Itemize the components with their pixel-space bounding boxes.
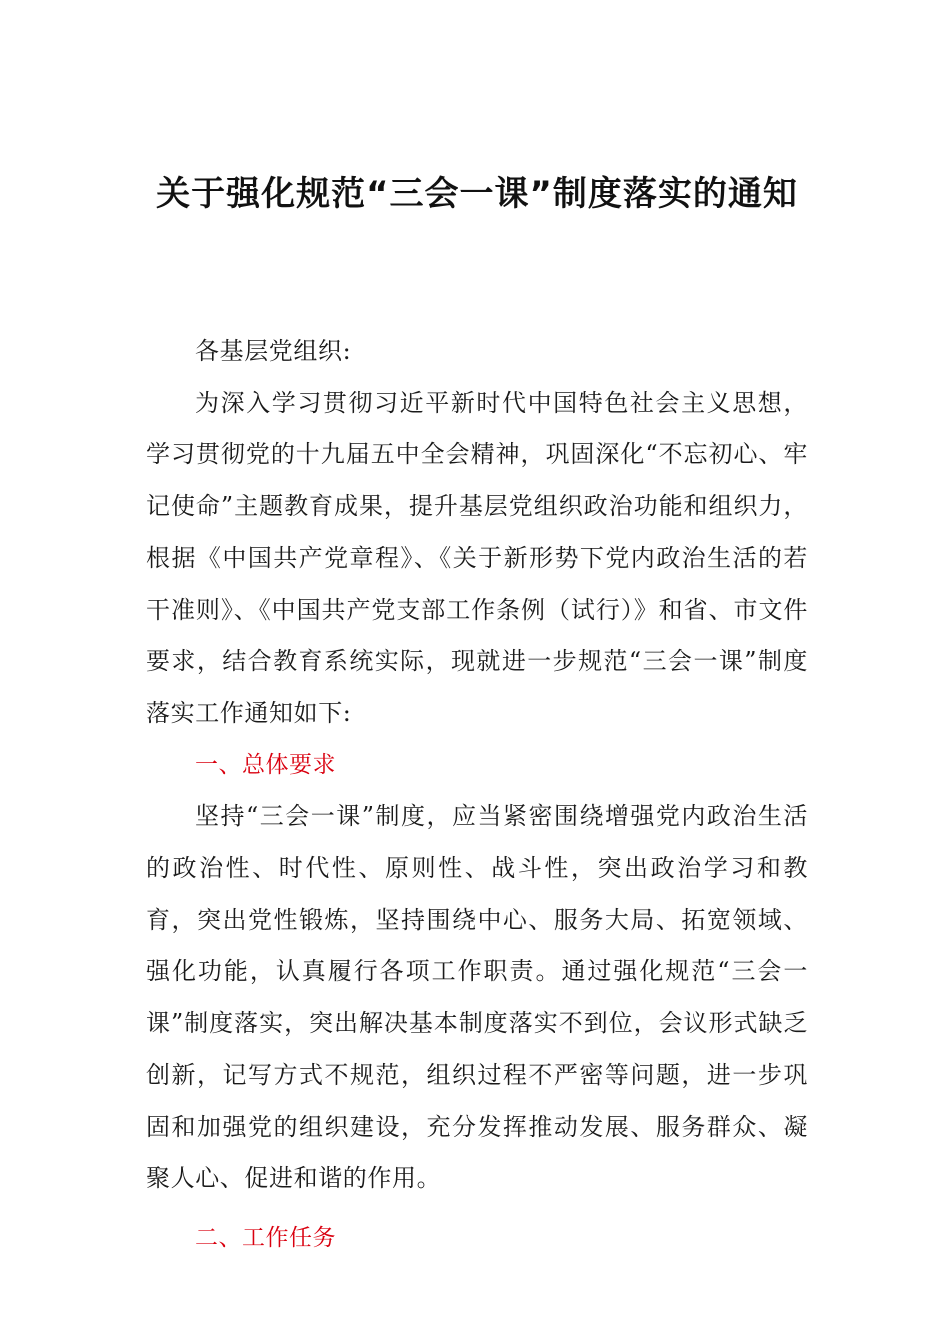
section-paragraph-general-requirements: 坚持“三会一课”制度，应当紧密围绕增强党内政治生活的政治性、时代性、原则性、战斗性，突出政治学习和教育，突出党性锻炼，坚持围绕中心、服务大局、拓宽领域、强化功能，认真履行各项工作职责。通过强化规范“三会一课”制度落实，突出解决基本制度落实不到位，会议形式缺乏创新，记写方式不规范，组织过程不严密等问题，进一步巩固和加强党的组织建设，充分发挥推动发展、服务群众、凝聚人心、促进和谐的作用。 [146, 802, 808, 1193]
salutation: 各基层党组织: [195, 337, 352, 365]
section-heading-work-tasks: 二、工作任务 [195, 1224, 336, 1251]
document-title: 关于强化规范“三会一课”制度落实的通知 [156, 173, 798, 214]
document-body [146, 326, 808, 1265]
intro-paragraph: 为深入学习贯彻习近平新时代中国特色社会主义思想，学习贯彻党的十九届五中全会精神，巩固深化“不忘初心、牢记使命”主题教育成果，提升基层党组织政治功能和组织力，根据《中国共产党章程》、《关于新形势下党内政治生活的若干准则》、《中国共产党支部工作条例（试行）》和省、市文件要求，结合教育系统实际，现就进一步规范“三会一课”制度落实工作通知如下: [146, 388, 808, 727]
section-heading-general-requirements: 一、总体要求 [195, 751, 336, 778]
